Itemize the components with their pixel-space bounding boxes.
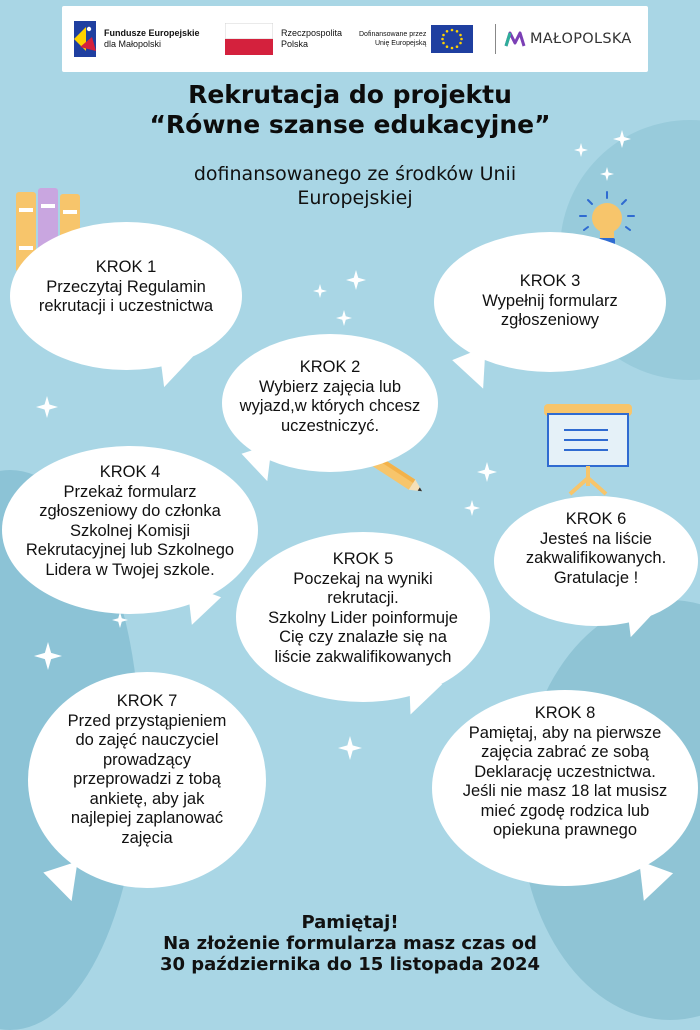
step-2-heading: KROK 2: [299, 358, 361, 376]
step-3-line: zgłoszeniowy: [500, 311, 600, 329]
step-5-line: Poczekaj na wyniki: [293, 569, 433, 588]
step-7-line: zajęcia: [121, 828, 173, 847]
title-line2: “Równe szanse edukacyjne”: [149, 110, 551, 139]
step-1-line: rekrutacji i uczestnictwa: [38, 297, 214, 315]
step-6-line: Jesteś na liście: [540, 529, 652, 548]
step-4-line: zgłoszeniowy do członka: [39, 502, 221, 520]
sparkle-icon: [574, 143, 588, 157]
step-7-line: przeprowadzi z tobą: [73, 770, 221, 788]
eu-flag-icon: [431, 25, 473, 53]
sparkle-icon: [36, 396, 58, 418]
step-4-line: Przekaż formularz: [63, 482, 197, 501]
step-4: [2, 463, 258, 580]
step-6-line: zakwalifikowanych.: [525, 549, 667, 567]
step-8-line: mieć zgodę rodzica lub: [480, 801, 650, 820]
malopolska-icon: [504, 29, 526, 49]
footer-reminder: [0, 912, 700, 975]
fe-line1: Fundusze Europejskie: [104, 28, 200, 38]
step-8-line: opiekuna prawnego: [492, 821, 638, 839]
step-7: [28, 692, 266, 848]
step-6-heading: KROK 6: [565, 510, 627, 528]
rp-line2: Polska: [281, 39, 309, 49]
step-4-line: Rekrutacyjnej lub Szkolnego: [25, 541, 235, 559]
step-5-line: Szkolny Lider poinformuje: [268, 608, 458, 627]
whiteboard-icon: [542, 402, 634, 498]
sparkle-icon: [613, 130, 631, 148]
subtitle-line2: Europejskiej: [297, 187, 413, 209]
step-3-line: Wypełnij formularz: [482, 291, 618, 310]
ue-line1: Dofinansowane przez: [359, 31, 427, 38]
step-7-line: prowadzący: [102, 750, 192, 769]
footer-line1: Pamiętaj!: [301, 912, 399, 933]
page-title: [0, 80, 700, 140]
logo-unia-europejska: [359, 6, 487, 72]
logo-malopolska: [504, 6, 632, 72]
sparkle-icon: [338, 736, 362, 760]
step-7-line: najlepiej zaplanować: [70, 809, 224, 827]
sparkle-icon: [464, 500, 480, 516]
step-7-line: do zajęć nauczyciel: [75, 731, 219, 749]
logo-divider: [495, 24, 496, 54]
logo-bar: [62, 6, 648, 72]
step-4-line: Szkolnej Komisji: [69, 521, 191, 540]
step-2-line: uczestniczyć.: [280, 416, 380, 435]
logo-fundusze-europejskie: [72, 6, 217, 72]
sparkle-icon: [477, 462, 497, 482]
step-3: [434, 272, 666, 331]
step-8-line: Pamiętaj, aby na pierwsze: [468, 723, 662, 742]
step-2-line: wyjazd,w których chcesz: [239, 397, 421, 415]
step-5-line: liście zakwalifikowanych: [274, 647, 452, 666]
rp-line1: Rzeczpospolita: [281, 28, 343, 38]
step-2: [222, 358, 438, 436]
step-7-heading: KROK 7: [116, 692, 178, 710]
step-8-line: zajęcia zabrać ze sobą: [481, 743, 649, 761]
step-8-line: Deklarację uczestnictwa.: [474, 762, 656, 781]
subtitle-line1: dofinansowanego ze środków Unii: [193, 163, 517, 185]
title-line1: Rekrutacja do projektu: [188, 80, 512, 109]
step-3-heading: KROK 3: [519, 272, 581, 290]
logo-rzeczpospolita: [225, 6, 355, 72]
sparkle-icon: [34, 642, 62, 670]
step-1-line: Przeczytaj Regulamin: [46, 277, 206, 296]
ue-line2: Unię Europejską: [374, 40, 427, 47]
sparkle-icon: [336, 310, 352, 326]
step-5-heading: KROK 5: [332, 550, 394, 568]
step-7-line: Przed przystąpieniem: [67, 711, 227, 730]
step-5: [236, 550, 490, 667]
step-6-line: Gratulacje !: [553, 568, 639, 587]
footer-line2: Na złożenie formularza masz czas od: [163, 933, 537, 954]
step-5-line: Cię czy znalazłe się na: [279, 628, 447, 646]
step-8: [432, 704, 698, 841]
step-4-line: Lidera w Twojej szkole.: [45, 560, 215, 579]
step-8-heading: KROK 8: [534, 704, 596, 722]
sparkle-icon: [600, 167, 614, 181]
malopolska-name: MAŁOPOLSKA: [530, 31, 632, 47]
step-2-line: Wybierz zajęcia lub: [259, 377, 401, 396]
step-8-line: Jeśli nie masz 18 lat musisz: [462, 782, 668, 800]
step-6: [494, 510, 698, 588]
fundusze-europejskie-icon: [72, 19, 98, 59]
fe-line2: dla Małopolski: [104, 39, 162, 49]
step-5-line: rekrutacji.: [327, 589, 399, 607]
step-1: [10, 258, 242, 317]
sparkle-icon: [313, 284, 327, 298]
step-4-heading: KROK 4: [99, 463, 161, 481]
sparkle-icon: [112, 612, 128, 628]
step-1-heading: KROK 1: [95, 258, 157, 276]
polish-flag-icon: [225, 23, 273, 55]
footer-line3: 30 października do 15 listopada 2024: [159, 954, 541, 975]
sparkle-icon: [346, 270, 366, 290]
step-7-line: ankietę, aby jak: [89, 789, 205, 808]
